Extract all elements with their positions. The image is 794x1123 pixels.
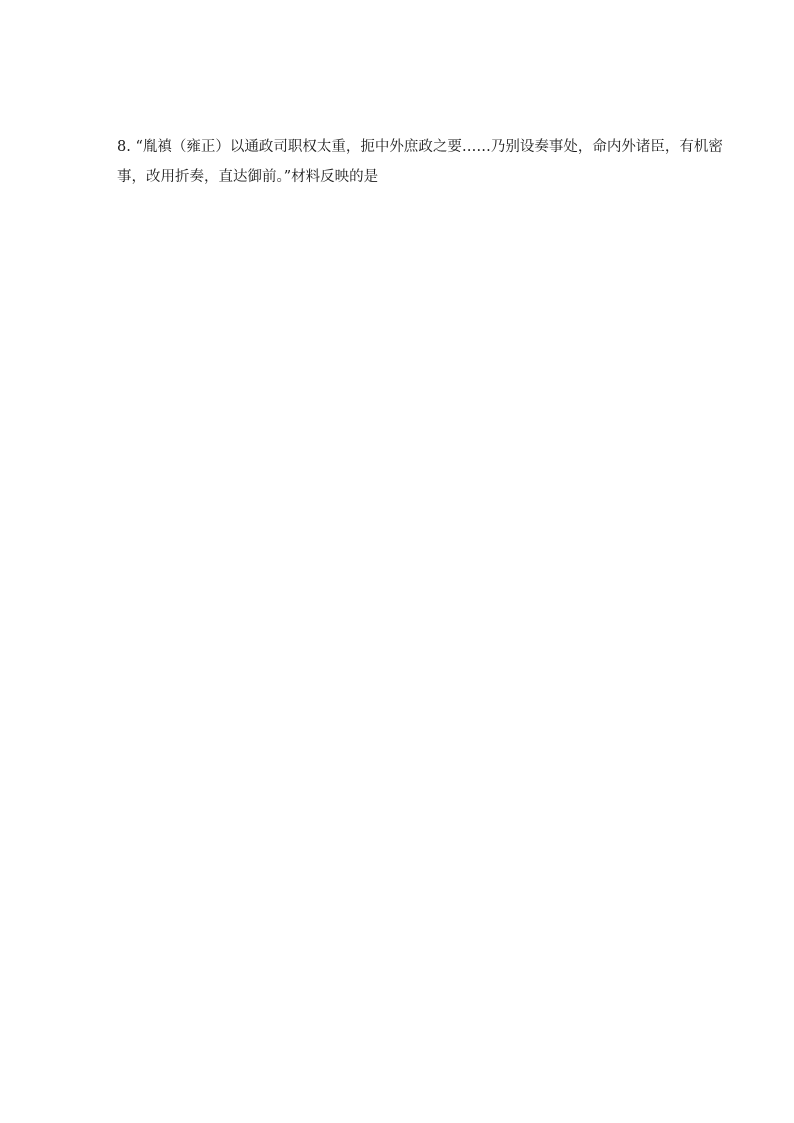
question-8-line-2: 事，改用折奏，直达御前。”材料反映的是 <box>117 169 379 185</box>
question-8-line-1: 8. “胤禛（雍正）以通政司职权太重，扼中外庶政之要……乃别设奏事处，命内外诸臣，有机密 <box>117 139 723 155</box>
